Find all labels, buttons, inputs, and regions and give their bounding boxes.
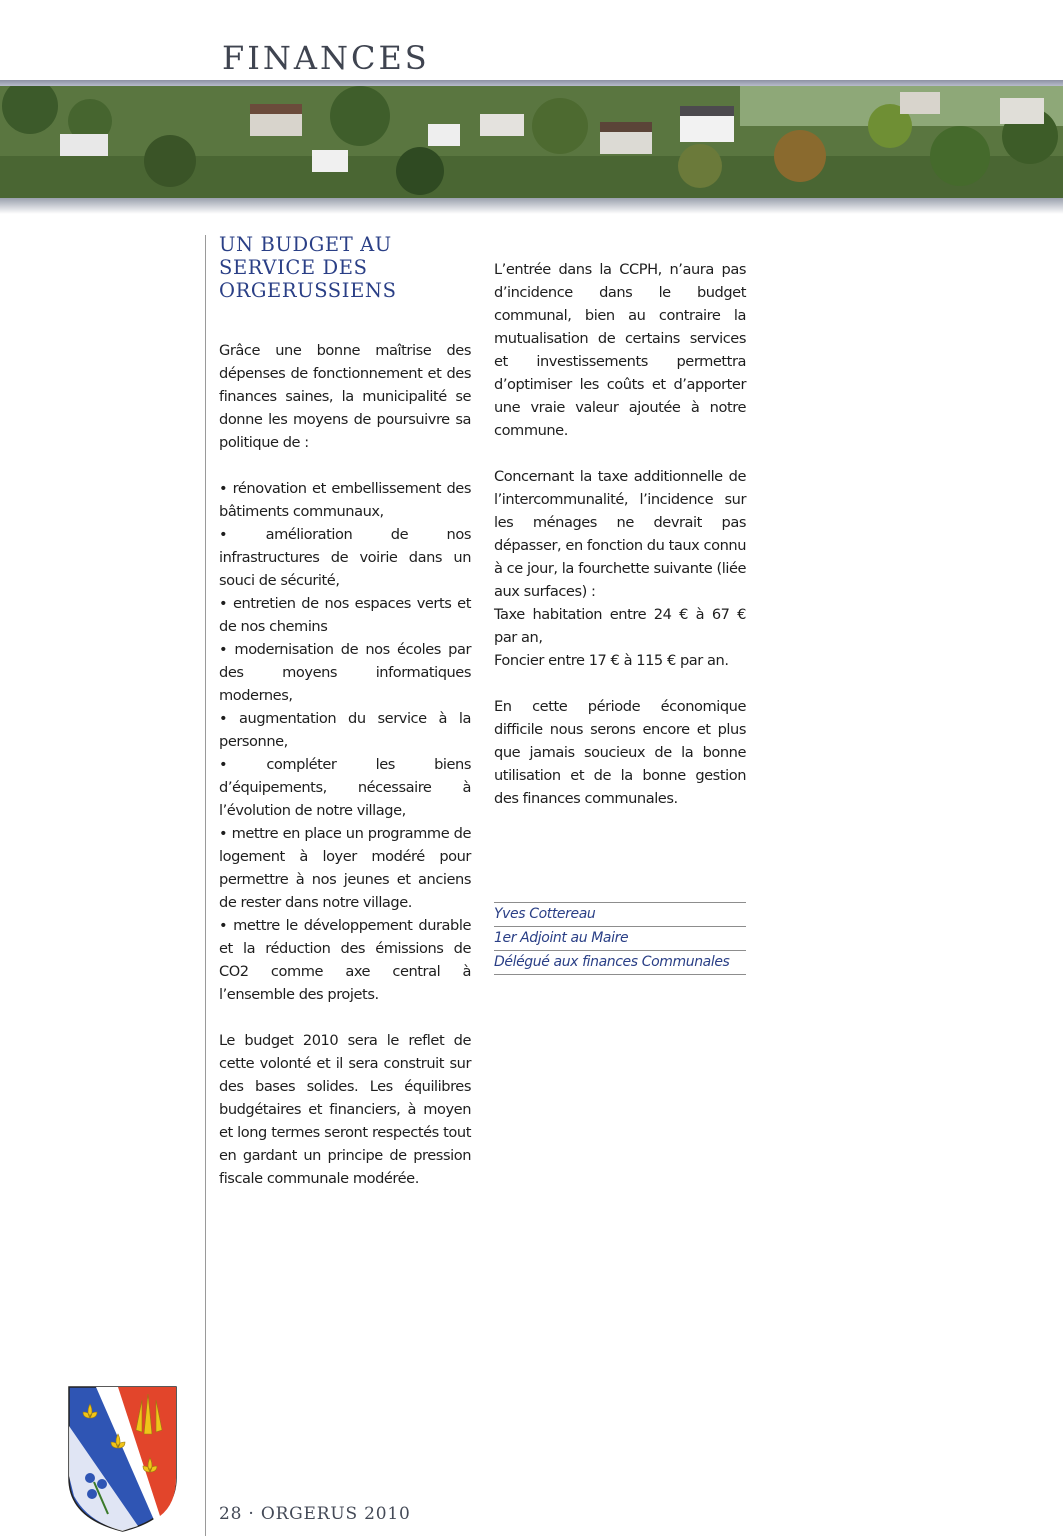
tax-habitation-line: Taxe habitation entre 24 € à 67 € par an,: [494, 606, 746, 646]
policy-item: • rénovation et embellissement des bâtiments communaux,: [219, 477, 471, 523]
signature-role: 1er Adjoint au Maire: [494, 926, 746, 950]
signature-delegation: Délégué aux finances Communales: [494, 950, 746, 975]
policy-item: • mettre le développement durable et la réduction des émissions de CO2 comme axe central à l’ensemble des projets.: [219, 914, 471, 1006]
section-heading-line: UN BUDGET AU: [219, 233, 392, 256]
page-folio: 28 · ORGERUS 2010: [219, 1504, 411, 1524]
policy-item: • modernisation de nos écoles par des moyens informatiques modernes,: [219, 638, 471, 707]
policy-item: • compléter les biens d’équipements, nécessaire à l’évolution de notre village,: [219, 753, 471, 822]
policy-item: • augmentation du service à la personne,: [219, 707, 471, 753]
article-column-right: [494, 235, 746, 810]
intro-paragraph: Grâce une bonne maîtrise des dépenses de fonctionnement et des finances saines, la municipalité se donne les moyens de poursuivre sa politique de :: [219, 342, 471, 451]
aerial-photo-banner: [0, 86, 1063, 198]
tax-paragraph: Concernant la taxe additionnelle de l’intercommunalité, l’incidence sur les ménages ne devrait pas dépasser, en fonction du taux connu à ce jour, la fourchette suivante (liée aux surfaces) :: [494, 468, 747, 600]
section-heading-line: ORGERUSSIENS: [219, 279, 397, 302]
banner-shadow: [0, 198, 1063, 214]
margin-rule: [205, 235, 206, 1536]
policy-list: [219, 477, 471, 1006]
page-title: FINANCES: [222, 39, 430, 77]
section-heading: [219, 233, 471, 302]
policy-item: • mettre en place un programme de logement à loyer modéré pour permettre à nos jeunes et anciens de rester dans notre village.: [219, 822, 471, 914]
budget-paragraph: Le budget 2010 sera le reflet de cette volonté et il sera construit sur des bases solides. Les équilibres budgétaires et financiers, à moyen et long termes seront respectés tout en gardant un principe de pression fiscale communale modérée.: [219, 1032, 471, 1187]
coat-of-arms-icon: [68, 1386, 177, 1532]
section-heading-line: SERVICE DES: [219, 256, 368, 279]
signature-block: [494, 902, 746, 975]
policy-item: • entretien de nos espaces verts et de nos chemins: [219, 592, 471, 638]
policy-item: • amélioration de nos infrastructures de voirie dans un souci de sécurité,: [219, 523, 471, 592]
ccph-paragraph: L’entrée dans la CCPH, n’aura pas d’incidence dans le budget communal, bien au contraire la mutualisation de certains services et investissements permettra d’optimiser les coûts et d’apporter une vraie valeur ajoutée à notre commune.: [494, 261, 746, 439]
article-column-left: [219, 233, 471, 1190]
tax-fonciere-line: Foncier entre 17 € à 115 € par an.: [494, 652, 729, 669]
closing-paragraph: En cette période économique difficile nous serons encore et plus que jamais soucieux de la bonne utilisation et de la bonne gestion des finances communales.: [494, 698, 746, 807]
aerial-photo-illustration: [0, 86, 1063, 198]
signature-name: Yves Cottereau: [494, 902, 746, 926]
